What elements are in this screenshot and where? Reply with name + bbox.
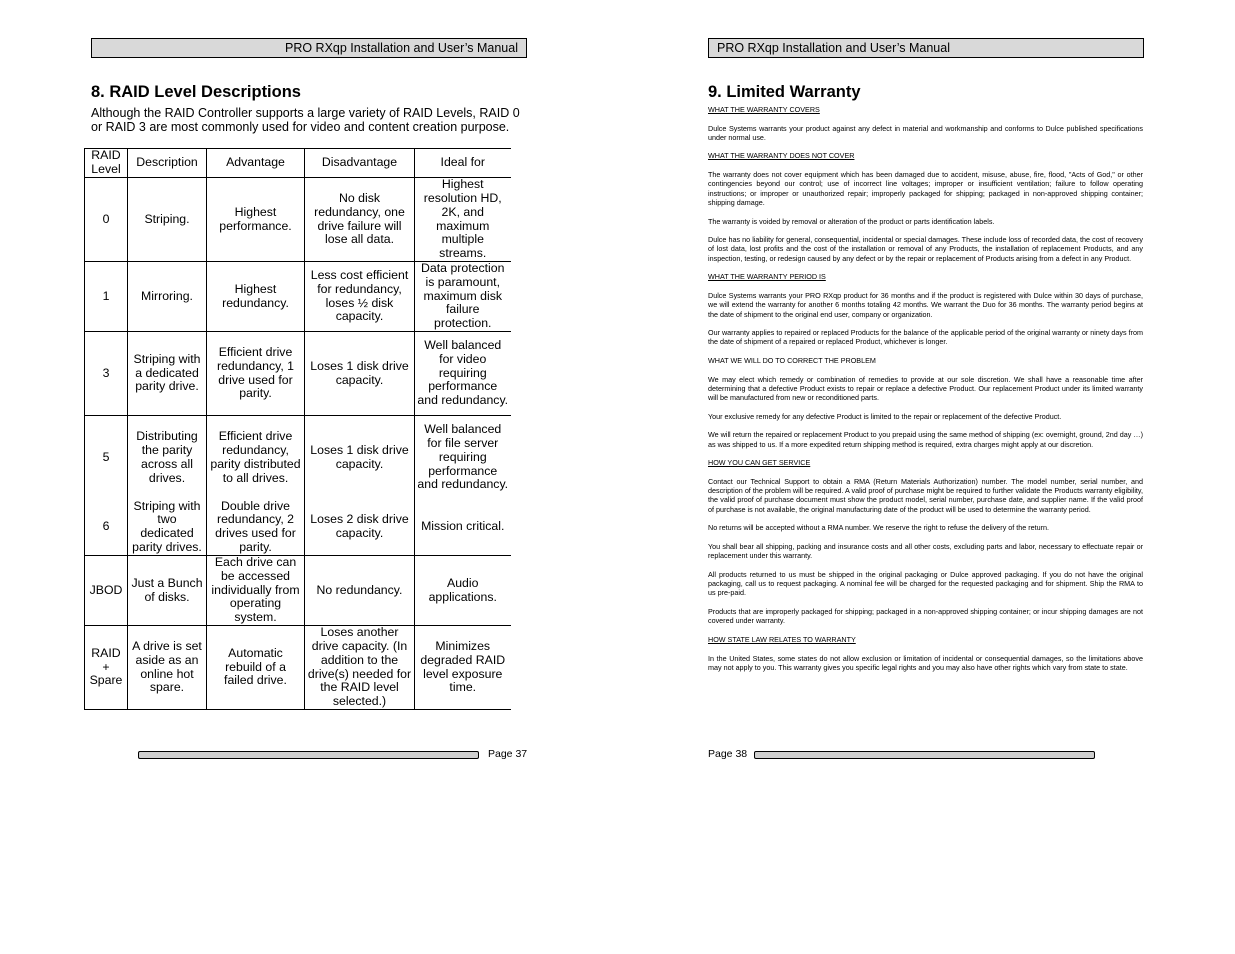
- warranty-body: [708, 105, 1143, 681]
- table-cell: Double drive redundancy, 2 drives used for parity.: [207, 500, 305, 556]
- table-row: [85, 262, 511, 332]
- table-cell: Well balanced for file server requiring performance and redundancy.: [415, 416, 511, 500]
- table-cell: Distributing the parity across all drives.: [128, 416, 207, 500]
- table-cell: 0: [85, 178, 128, 262]
- warranty-paragraph: Our warranty applies to repaired or replaced Products for the balance of the applicable period of the original warranty or ninety days from the date of shipment of a repaired or replaced Product, whichever is longer.: [708, 328, 1143, 347]
- warranty-paragraph: We will return the repaired or replacement Product to you prepaid using the same method of shipping (ex: overnight, ground, 2nd day …) as was shipped to us. If a more expedited return shipping method is required, extra charges might apply at our discretion.: [708, 430, 1143, 449]
- raid-intro-text: Although the RAID Controller supports a large variety of RAID Levels, RAID 0 or RAID 3 are most commonly used for video and content creation purpose.: [91, 106, 520, 134]
- table-cell: Highest performance.: [207, 178, 305, 262]
- table-cell: No redundancy.: [305, 556, 415, 626]
- table-cell: Well balanced for video requiring performance and redundancy.: [415, 332, 511, 416]
- table-cell: 3: [85, 332, 128, 416]
- table-cell: Audio applications.: [415, 556, 511, 626]
- table-row: [85, 178, 511, 262]
- warranty-paragraph: In the United States, some states do not allow exclusion or limitation of incidental or consequential damages, so the limitations above may not apply to you. This warranty gives you specific legal rights and you may also have other rights which vary from state to state.: [708, 653, 1143, 672]
- table-row: [85, 556, 511, 626]
- warranty-paragraph: All products returned to us must be shipped in the original packaging or Dulce approved packaging. If you do not have the original packaging, call us to request packaging. A nominal fee will be charged for the requested packaging and for shipment. Ship the RMA to us pre-paid.: [708, 569, 1143, 598]
- footer-bar-right: [754, 751, 1095, 759]
- table-cell: 6: [85, 500, 128, 556]
- table-row: [85, 332, 511, 416]
- table-cell: Mission critical.: [415, 500, 511, 556]
- warranty-service-heading: HOW YOU CAN GET SERVICE: [708, 458, 811, 468]
- page-header-right: PRO RXqp Installation and User’s Manual: [708, 38, 1144, 58]
- table-cell: 1: [85, 262, 128, 332]
- table-cell: No disk redundancy, one drive failure will lose all data.: [305, 178, 415, 262]
- table-row: [85, 626, 511, 710]
- table-cell: Striping.: [128, 178, 207, 262]
- column-header: RAID Level: [85, 149, 128, 178]
- table-cell: Automatic rebuild of a failed drive.: [207, 626, 305, 710]
- table-cell: Highest redundancy.: [207, 262, 305, 332]
- warranty-paragraph: Your exclusive remedy for any defective Product is limited to the repair or replacement of the defective Product.: [708, 411, 1062, 421]
- table-cell: Efficient drive redundancy, 1 drive used for parity.: [207, 332, 305, 416]
- column-header: Description: [128, 149, 207, 178]
- warranty-paragraph: The warranty is voided by removal or alteration of the product or parts identification labels.: [708, 216, 995, 226]
- warranty-correct-heading: WHAT WE WILL DO TO CORRECT THE PROBLEM: [708, 356, 876, 366]
- table-row: [85, 416, 511, 500]
- warranty-paragraph: No returns will be accepted without a RMA number. We reserve the right to refuse the delivery of the return.: [708, 523, 1050, 533]
- table-cell: Just a Bunch of disks.: [128, 556, 207, 626]
- table-header-row: [85, 149, 511, 178]
- section-title-warranty: 9. Limited Warranty: [708, 83, 861, 101]
- table-cell: Mirroring.: [128, 262, 207, 332]
- table-cell: Highest resolution HD, 2K, and maximum multiple streams.: [415, 178, 511, 262]
- table-cell: Less cost efficient for redundancy, loses ½ disk capacity.: [305, 262, 415, 332]
- warranty-paragraph: Contact our Technical Support to obtain a RMA (Return Materials Authorization) number. The model number, serial number, and description of the problem will be required. A valid proof of purchase might be required to further validate the Products warranty eligibility, the valid proof of purchase document must show the product model, serial number, purchase date, and supplier name. If the valid proof of purchase is not available, the original manufacturing date of the product will be used to determine the warranty period.: [708, 476, 1143, 514]
- table-cell: RAID + Spare: [85, 626, 128, 710]
- table-row: [85, 500, 511, 556]
- section-title-raid: 8. RAID Level Descriptions: [91, 83, 301, 101]
- warranty-paragraph: Dulce has no liability for general, consequential, incidental or special damages. These include loss of recorded data, the cost of recovery of lost data, lost profits and the cost of the installation or removal of any Products, the installation of replacement Products, and any inspection, testing, or redesign caused by any defect or by the repair or replacement of Products arising from a defect in any Product.: [708, 235, 1143, 263]
- page-number-right: Page 38: [708, 748, 748, 760]
- warranty-paragraph: Products that are improperly packaged for shipping; packaged in a non-approved shipping container; or incur shipping damages are not covered under warranty.: [708, 607, 1143, 626]
- page-header-left: PRO RXqp Installation and User’s Manual: [91, 38, 527, 58]
- table-cell: Loses 1 disk drive capacity.: [305, 416, 415, 500]
- table-cell: Minimizes degraded RAID level exposure time.: [415, 626, 511, 710]
- table-cell: Loses 2 disk drive capacity.: [305, 500, 415, 556]
- table-cell: Efficient drive redundancy, parity distributed to all drives.: [207, 416, 305, 500]
- footer-bar-left: [138, 751, 479, 759]
- warranty-covers-heading: WHAT THE WARRANTY COVERS: [708, 105, 820, 114]
- table-cell: Striping with two dedicated parity drives.: [128, 500, 207, 556]
- table-cell: Striping with a dedicated parity drive.: [128, 332, 207, 416]
- warranty-paragraph: Dulce Systems warrants your product against any defect in material and workmanship and conforms to Dulce published specifications under normal use.: [708, 123, 1143, 142]
- column-header: Advantage: [207, 149, 305, 178]
- warranty-paragraph: You shall bear all shipping, packing and insurance costs and all other costs, excluding parts and labor, necessary to effectuate repair or replacement under this warranty.: [708, 541, 1143, 561]
- warranty-paragraph: The warranty does not cover equipment which has been damaged due to accident, misuse, abuse, fire, flood, "Acts of God," or other contingencies beyond our control; use of incorrect line voltages; improper or insufficient ventilation; failure to follow operating instructions; or improper or unauthorized repair; improperly packaged for shipping; packaged in non-approved shipping container; shipping damage.: [708, 170, 1143, 207]
- warranty-not-cover-heading: WHAT THE WARRANTY DOES NOT COVER: [708, 151, 855, 161]
- column-header: Disadvantage: [305, 149, 415, 178]
- column-header: Ideal for: [415, 149, 511, 178]
- table-cell: 5: [85, 416, 128, 500]
- page-number-left: Page 37: [488, 748, 528, 760]
- warranty-state-law-heading: HOW STATE LAW RELATES TO WARRANTY: [708, 634, 856, 644]
- warranty-period-heading: WHAT THE WARRANTY PERIOD IS: [708, 272, 826, 282]
- table-cell: Each drive can be accessed individually from operating system.: [207, 556, 305, 626]
- table-cell: A drive is set aside as an online hot spare.: [128, 626, 207, 710]
- table-cell: Loses 1 disk drive capacity.: [305, 332, 415, 416]
- table-cell: Data protection is paramount, maximum disk failure protection.: [415, 262, 511, 332]
- warranty-paragraph: We may elect which remedy or combination of remedies to provide at our sole discretion. We shall have a reasonable time after determining that a defective Product exists to repair or replace a defective Product. Our replacement Product under its limited warranty will be manufactured from new or reconditioned parts.: [708, 374, 1143, 403]
- warranty-paragraph: Dulce Systems warrants your PRO RXqp product for 36 months and if the product is registered with Dulce within 30 days of purchase, we will extend the warranty for another 6 months totaling 42 months. We warrant the Duo for 36 months. The warranty period begins at the date of shipment to the original end user, company or organization.: [708, 290, 1143, 319]
- table-cell: Loses another drive capacity. (In addition to the drive(s) needed for the RAID level selected.): [305, 626, 415, 710]
- table-cell: JBOD: [85, 556, 128, 626]
- raid-levels-table: [84, 148, 511, 710]
